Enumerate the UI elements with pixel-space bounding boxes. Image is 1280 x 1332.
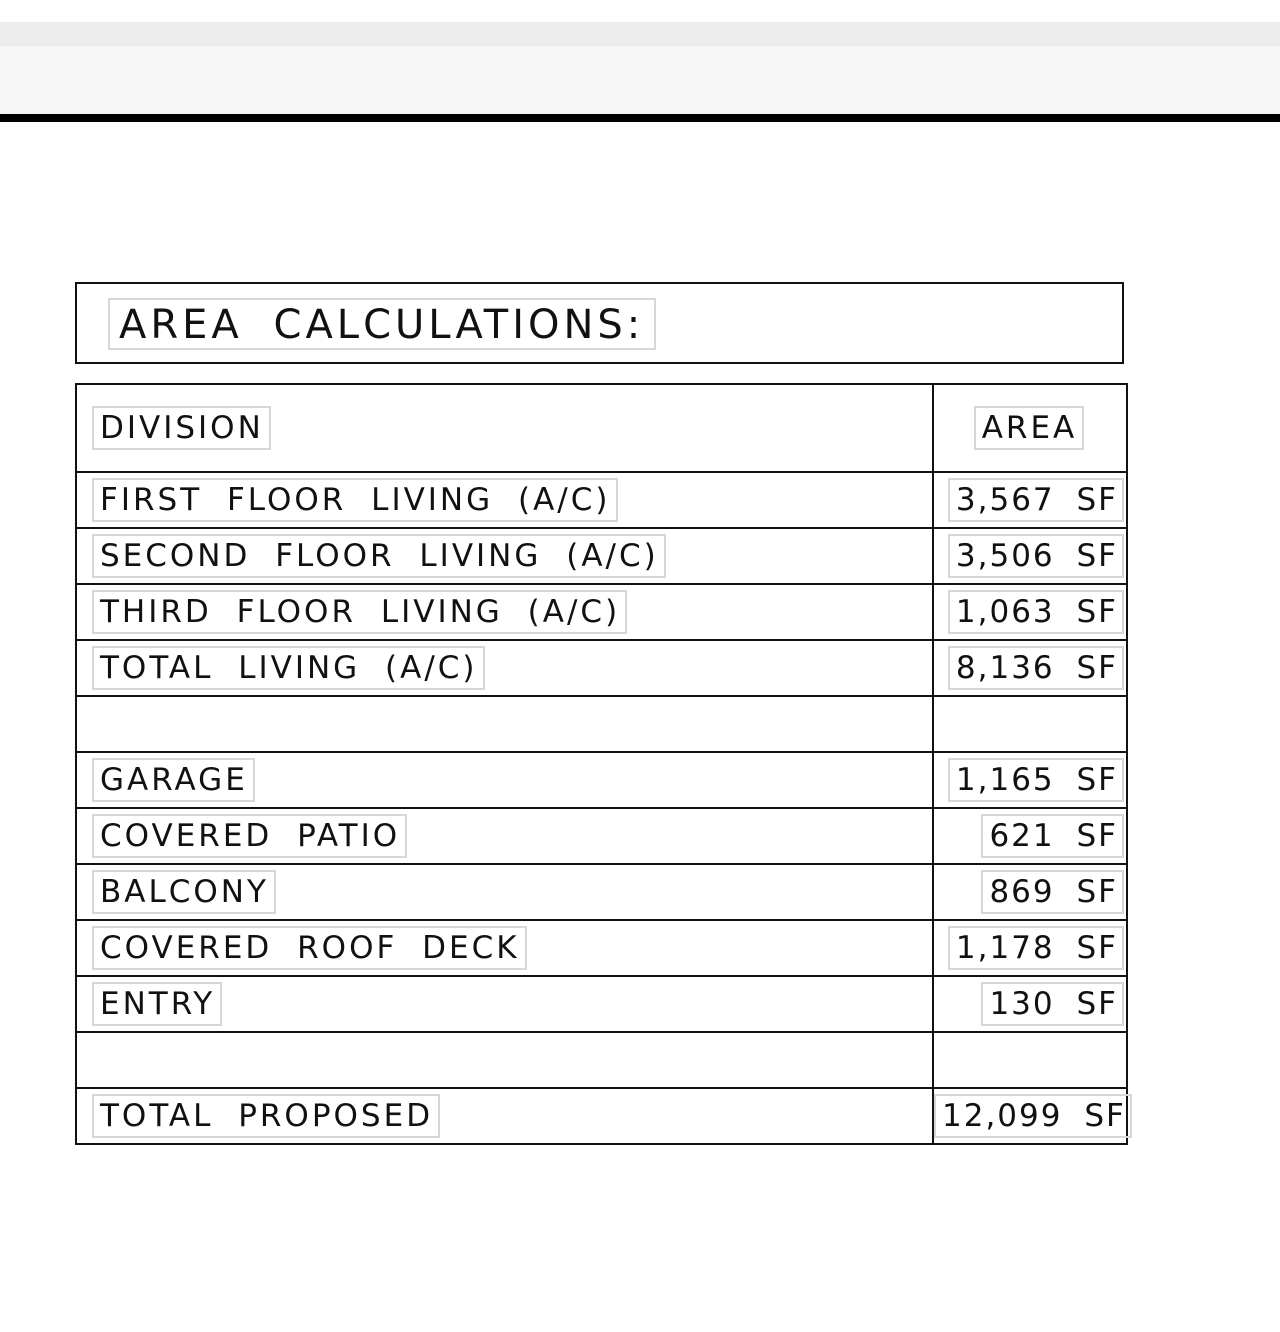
area-value: 12,099 SF	[934, 1094, 1132, 1138]
division-cell	[76, 976, 933, 1032]
division-cell	[76, 584, 933, 640]
area-cell	[933, 584, 1127, 640]
header-area-label: AREA	[974, 406, 1085, 450]
area-value: 8,136 SF	[948, 646, 1124, 690]
table-row	[76, 472, 1127, 528]
area-value: 1,178 SF	[948, 926, 1124, 970]
area-value: 130 SF	[981, 982, 1124, 1026]
area-cell	[933, 976, 1127, 1032]
division-cell	[76, 808, 933, 864]
area-cell	[933, 1088, 1127, 1144]
header-cell-division	[76, 384, 933, 472]
area-cell	[933, 752, 1127, 808]
area-calculations-table	[75, 383, 1128, 1145]
division-cell	[76, 640, 933, 696]
division-cell	[76, 752, 933, 808]
division-label: TOTAL PROPOSED	[92, 1094, 440, 1138]
area-cell	[933, 864, 1127, 920]
division-label: TOTAL LIVING (A/C)	[92, 646, 485, 690]
division-cell	[76, 1032, 933, 1088]
table-header-row	[76, 384, 1127, 472]
division-cell	[76, 528, 933, 584]
area-value: 1,165 SF	[948, 758, 1124, 802]
table-row	[76, 808, 1127, 864]
division-label: COVERED ROOF DECK	[92, 926, 527, 970]
division-cell	[76, 1088, 933, 1144]
division-label: THIRD FLOOR LIVING (A/C)	[92, 590, 627, 634]
division-cell	[76, 472, 933, 528]
division-cell	[76, 696, 933, 752]
division-cell	[76, 864, 933, 920]
area-cell	[933, 808, 1127, 864]
table-row	[76, 920, 1127, 976]
area-cell	[933, 528, 1127, 584]
top-rule	[0, 114, 1280, 122]
table-row	[76, 640, 1127, 696]
division-label: COVERED PATIO	[92, 814, 407, 858]
area-cell	[933, 696, 1127, 752]
table-row	[76, 752, 1127, 808]
area-value: 621 SF	[981, 814, 1124, 858]
top-panel	[0, 46, 1280, 114]
table-row	[76, 864, 1127, 920]
area-cell	[933, 472, 1127, 528]
table-row	[76, 976, 1127, 1032]
table-row-spacer	[76, 696, 1127, 752]
division-cell	[76, 920, 933, 976]
table-row	[76, 528, 1127, 584]
division-label: FIRST FLOOR LIVING (A/C)	[92, 478, 618, 522]
title-box	[75, 282, 1124, 364]
table-row-spacer	[76, 1032, 1127, 1088]
area-value: 3,506 SF	[948, 534, 1124, 578]
table-body	[76, 384, 1127, 1144]
division-label: BALCONY	[92, 870, 276, 914]
division-label: SECOND FLOOR LIVING (A/C)	[92, 534, 666, 578]
top-strip	[0, 22, 1280, 46]
area-value: 3,567 SF	[948, 478, 1124, 522]
header-division-label: DIVISION	[92, 406, 271, 450]
division-label: ENTRY	[92, 982, 222, 1026]
area-cell	[933, 640, 1127, 696]
header-cell-area	[933, 384, 1127, 472]
area-value: 869 SF	[981, 870, 1124, 914]
area-value: 1,063 SF	[948, 590, 1124, 634]
area-cell	[933, 920, 1127, 976]
page-title: AREA CALCULATIONS:	[108, 298, 656, 350]
table-row	[76, 584, 1127, 640]
division-label: GARAGE	[92, 758, 255, 802]
table-row	[76, 1088, 1127, 1144]
area-cell	[933, 1032, 1127, 1088]
